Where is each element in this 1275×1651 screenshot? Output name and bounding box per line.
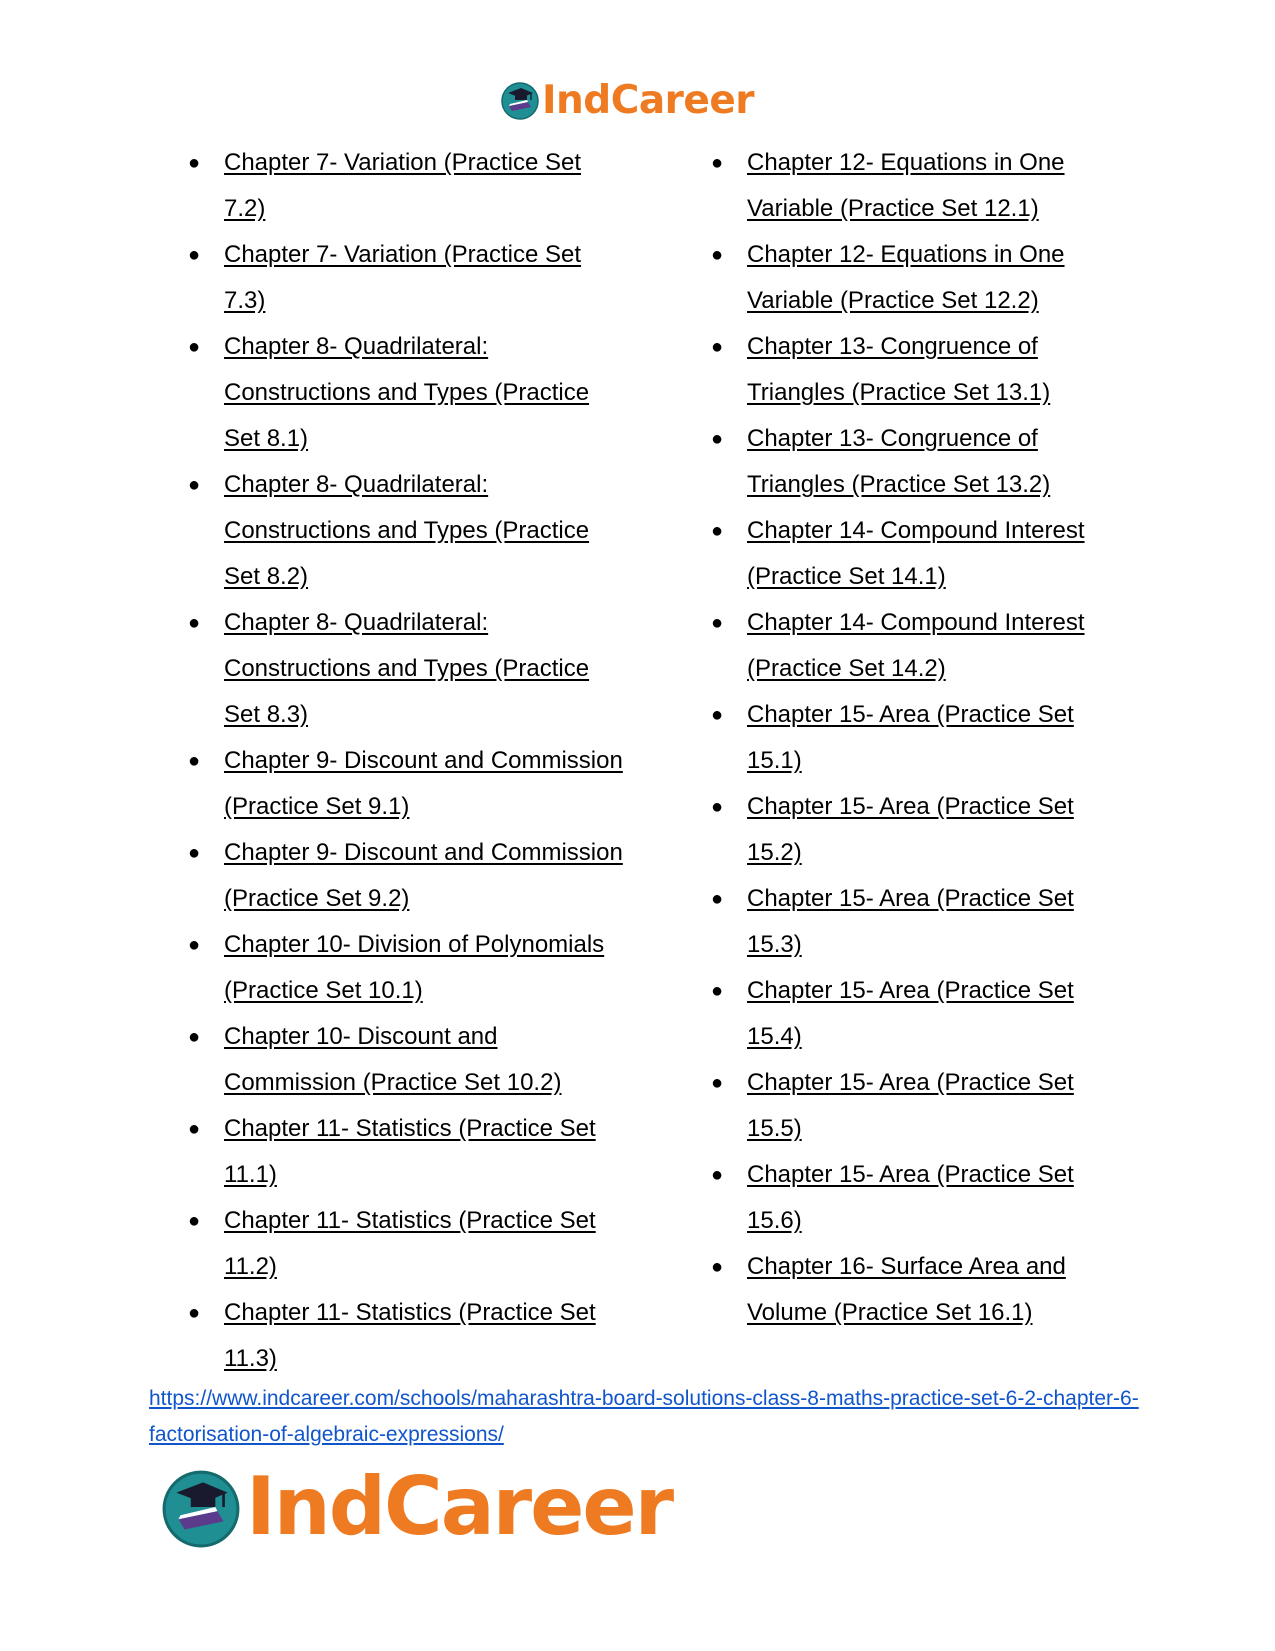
source-url-link[interactable]: https://www.indcareer.com/schools/maharashtra-board-solutions-class-8-maths-practice-set-6-2-chapter-6-factorisation-of-algebraic-expressions/: [149, 1387, 1139, 1446]
chapter-list-right: [711, 140, 1131, 1336]
brand-name: IndCareer: [246, 1460, 673, 1553]
bullet-dot-icon: ●: [711, 428, 724, 450]
list-item: [188, 1290, 628, 1382]
bullet-dot-icon: ●: [188, 336, 201, 358]
header-logo: [500, 77, 754, 123]
list-item: [188, 1014, 628, 1106]
bullet-dot-icon: ●: [188, 152, 201, 174]
list-item: [188, 140, 628, 232]
bullet-dot-icon: ●: [711, 152, 724, 174]
graduation-cap-book-globe-icon: [160, 1466, 242, 1548]
bullet-dot-icon: ●: [711, 612, 724, 634]
chapter-link[interactable]: Chapter 14- Compound Interest (Practice Set 14.1): [747, 517, 1085, 590]
bullet-dot-icon: ●: [188, 1026, 201, 1048]
list-item: [711, 784, 1131, 876]
list-item: [711, 140, 1131, 232]
bullet-dot-icon: ●: [711, 520, 724, 542]
brand-name: IndCareer: [542, 77, 754, 123]
bullet-dot-icon: ●: [188, 474, 201, 496]
chapter-link[interactable]: Chapter 13- Congruence of Triangles (Practice Set 13.2): [747, 425, 1051, 498]
chapter-link[interactable]: Chapter 16- Surface Area and Volume (Practice Set 16.1): [747, 1253, 1066, 1326]
list-item: [711, 416, 1131, 508]
bullet-dot-icon: ●: [188, 842, 201, 864]
bullet-dot-icon: ●: [711, 704, 724, 726]
chapter-link[interactable]: Chapter 8- Quadrilateral: Constructions and Types (Practice Set 8.1): [224, 333, 590, 452]
list-item: [711, 324, 1131, 416]
bullet-dot-icon: ●: [188, 1118, 201, 1140]
list-item: [188, 1106, 628, 1198]
list-item: [188, 232, 628, 324]
chapter-link[interactable]: Chapter 15- Area (Practice Set 15.5): [747, 1069, 1074, 1142]
list-item: [711, 508, 1131, 600]
bullet-dot-icon: ●: [711, 336, 724, 358]
list-item: [711, 692, 1131, 784]
chapter-link[interactable]: Chapter 8- Quadrilateral: Constructions and Types (Practice Set 8.2): [224, 471, 590, 590]
chapter-link[interactable]: Chapter 15- Area (Practice Set 15.3): [747, 885, 1074, 958]
list-item: [188, 324, 628, 462]
chapter-link[interactable]: Chapter 15- Area (Practice Set 15.2): [747, 793, 1074, 866]
list-item: [711, 968, 1131, 1060]
list-item: [188, 1198, 628, 1290]
bullet-dot-icon: ●: [711, 980, 724, 1002]
chapter-link[interactable]: Chapter 12- Equations in One Variable (Practice Set 12.2): [747, 241, 1065, 314]
bullet-dot-icon: ●: [711, 1072, 724, 1094]
bullet-dot-icon: ●: [188, 1302, 201, 1324]
chapter-link[interactable]: Chapter 15- Area (Practice Set 15.1): [747, 701, 1074, 774]
chapter-link[interactable]: Chapter 7- Variation (Practice Set 7.2): [224, 149, 582, 222]
list-item: [188, 738, 628, 830]
list-item: [188, 830, 628, 922]
chapter-link[interactable]: Chapter 14- Compound Interest (Practice Set 14.2): [747, 609, 1085, 682]
chapter-link[interactable]: Chapter 9- Discount and Commission (Practice Set 9.2): [224, 839, 623, 912]
chapter-link[interactable]: Chapter 11- Statistics (Practice Set 11.2): [224, 1207, 596, 1280]
chapter-link[interactable]: Chapter 7- Variation (Practice Set 7.3): [224, 241, 582, 314]
list-item: [188, 462, 628, 600]
list-item: [711, 232, 1131, 324]
chapter-link[interactable]: Chapter 11- Statistics (Practice Set 11.3): [224, 1299, 596, 1372]
chapter-link[interactable]: Chapter 12- Equations in One Variable (Practice Set 12.1): [747, 149, 1065, 222]
chapter-list-left: [188, 140, 628, 1382]
list-item: [188, 922, 628, 1014]
list-item: [711, 1152, 1131, 1244]
chapter-link[interactable]: Chapter 10- Discount and Commission (Practice Set 10.2): [224, 1023, 562, 1096]
list-item: [188, 600, 628, 738]
graduation-cap-book-globe-icon: [500, 80, 540, 120]
bullet-dot-icon: ●: [711, 244, 724, 266]
bullet-dot-icon: ●: [711, 1256, 724, 1278]
chapter-link[interactable]: Chapter 9- Discount and Commission (Practice Set 9.1): [224, 747, 623, 820]
chapter-link[interactable]: Chapter 15- Area (Practice Set 15.4): [747, 977, 1074, 1050]
bullet-dot-icon: ●: [711, 888, 724, 910]
chapter-link[interactable]: Chapter 8- Quadrilateral: Constructions and Types (Practice Set 8.3): [224, 609, 590, 728]
bullet-dot-icon: ●: [188, 934, 201, 956]
chapter-link[interactable]: Chapter 13- Congruence of Triangles (Practice Set 13.1): [747, 333, 1051, 406]
bullet-dot-icon: ●: [711, 1164, 724, 1186]
chapter-link[interactable]: Chapter 15- Area (Practice Set 15.6): [747, 1161, 1074, 1234]
chapter-link[interactable]: Chapter 10- Division of Polynomials (Practice Set 10.1): [224, 931, 605, 1004]
bullet-dot-icon: ●: [188, 1210, 201, 1232]
bullet-dot-icon: ●: [188, 612, 201, 634]
footer-logo: [160, 1460, 673, 1553]
list-item: [711, 876, 1131, 968]
list-item: [711, 1060, 1131, 1152]
chapter-link[interactable]: Chapter 11- Statistics (Practice Set 11.1): [224, 1115, 596, 1188]
list-item: [711, 1244, 1131, 1336]
list-item: [711, 600, 1131, 692]
bullet-dot-icon: ●: [188, 244, 201, 266]
bullet-dot-icon: ●: [188, 750, 201, 772]
bullet-dot-icon: ●: [711, 796, 724, 818]
